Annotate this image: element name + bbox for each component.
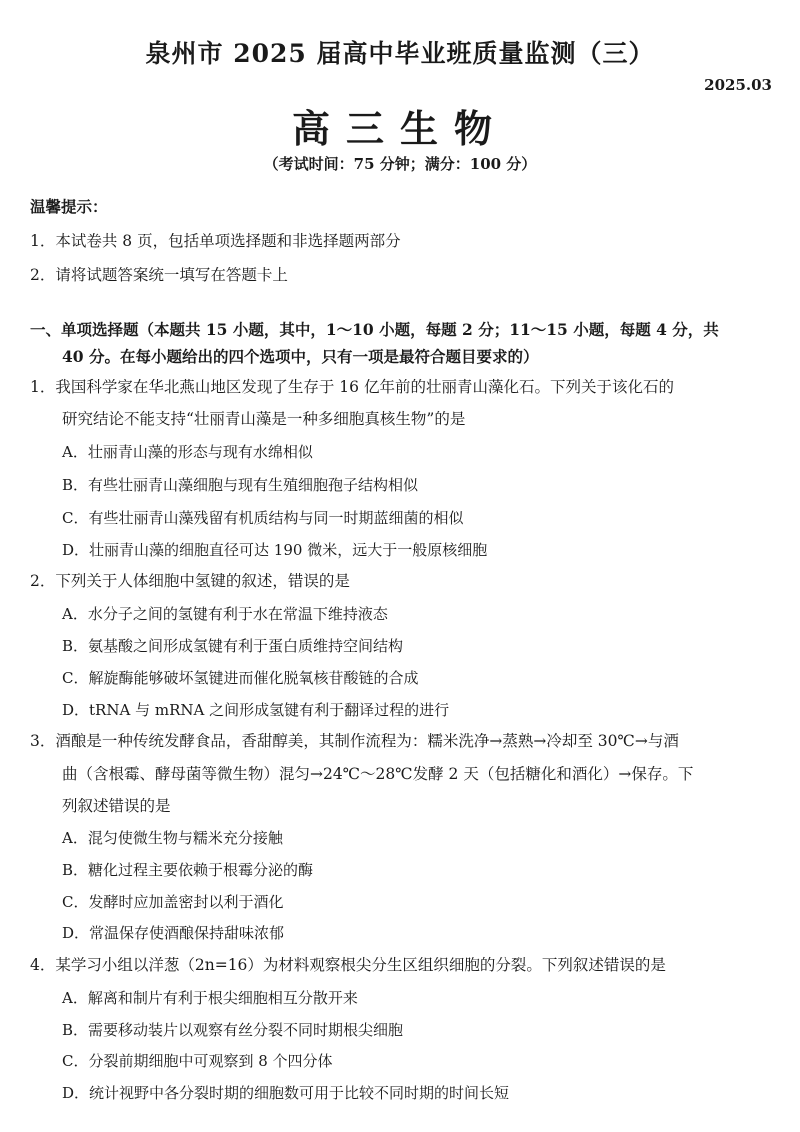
question-option: B．糖化过程主要依赖于根霉分泌的酶 xyxy=(62,861,314,879)
question-option: D．常温保存使酒酿保持甜味浓郁 xyxy=(62,924,285,942)
question-option: D．tRNA 与 mRNA 之间形成氢键有利于翻译过程的进行 xyxy=(62,701,450,719)
question-stem: 2．下列关于人体细胞中氢键的叙述，错误的是 xyxy=(30,572,350,590)
question-stem: 研究结论不能支持“壮丽青山藻是一种多细胞真核生物”的是 xyxy=(62,410,466,428)
question-option: B．有些壮丽青山藻细胞与现有生殖细胞孢子结构相似 xyxy=(62,476,419,494)
question-option: A．壮丽青山藻的形态与现有水绵相似 xyxy=(62,443,313,461)
question-stem: 3．酒酿是一种传统发酵食品，香甜醇美，其制作流程为：糯米洗净→蒸熟→冷却至 30℃→与酒 xyxy=(30,732,679,750)
question-stem: 1．我国科学家在华北燕山地区发现了生存于 16 亿年前的壮丽青山藻化石。下列关于该化石的 xyxy=(30,378,674,396)
date-code: 2025.03 xyxy=(704,76,772,94)
question-option: D．壮丽青山藻的细胞直径可达 190 微米，远大于一般原核细胞 xyxy=(62,541,488,559)
question-stem: 列叙述错误的是 xyxy=(62,797,171,815)
question-option: A．水分子之间的氢键有利于水在常温下维持液态 xyxy=(62,605,388,623)
question-option: C．分裂前期细胞中可观察到 8 个四分体 xyxy=(62,1052,333,1070)
section-heading: 一、单项选择题（本题共 15 小题，其中，1～10 小题，每题 2 分；11～15 小题，每题 4 分，共 xyxy=(30,320,719,339)
question-option: C．发酵时应加盖密封以利于酒化 xyxy=(62,893,284,911)
notice-item: 1．本试卷共 8 页，包括单项选择题和非选择题两部分 xyxy=(30,232,401,250)
question-option: D．统计视野中各分裂时期的细胞数可用于比较不同时期的时间长短 xyxy=(62,1084,510,1102)
question-stem: 4．某学习小组以洋葱（2n=16）为材料观察根尖分生区组织细胞的分裂。下列叙述错误的是 xyxy=(30,956,666,974)
question-option: B．需要移动装片以观察有丝分裂不同时期根尖细胞 xyxy=(62,1021,404,1039)
question-option: C．解旋酶能够破坏氢键进而催化脱氧核苷酸链的合成 xyxy=(62,669,419,687)
question-option: A．混匀使微生物与糯米充分接触 xyxy=(62,829,283,847)
question-option: C．有些壮丽青山藻残留有机质结构与同一时期蓝细菌的相似 xyxy=(62,509,464,527)
subject-title: 高三生物 xyxy=(291,106,508,151)
question-option: B．氨基酸之间形成氢键有利于蛋白质维持空间结构 xyxy=(62,637,404,655)
question-option: A．解离和制片有利于根尖细胞相互分散开来 xyxy=(62,989,358,1007)
exam-info: （考试时间：75 分钟；满分：100 分） xyxy=(263,155,537,173)
question-stem: 曲（含根霉、酵母菌等微生物）混匀→24℃～28℃发酵 2 天（包括糖化和酒化）→保存。下 xyxy=(62,765,694,783)
section-heading-cont: 40 分。在每小题给出的四个选项中，只有一项是最符合题目要求的） xyxy=(62,347,539,366)
notice-heading: 温馨提示： xyxy=(30,197,108,216)
notice-item: 2．请将试题答案统一填写在答题卡上 xyxy=(30,266,288,284)
exam-title: 泉州市 2025 届高中毕业班质量监测（三） xyxy=(145,39,655,68)
